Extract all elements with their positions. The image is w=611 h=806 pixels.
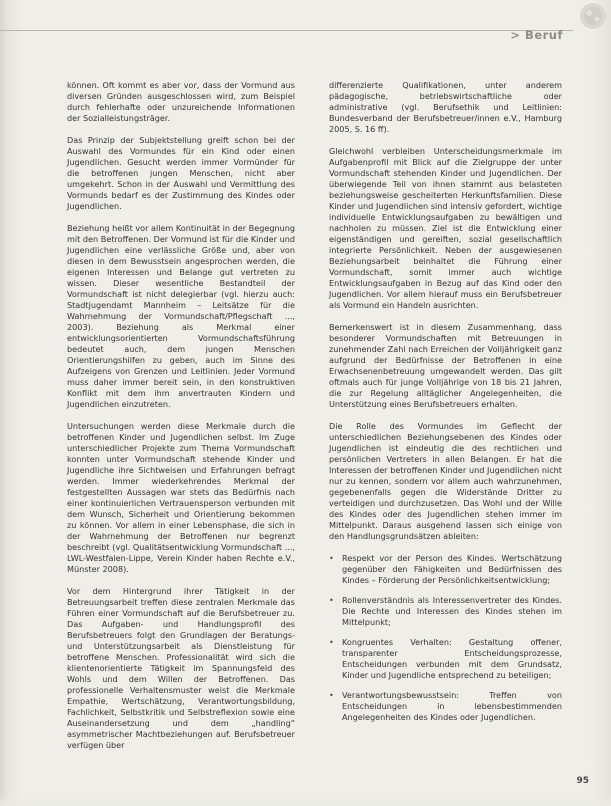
right-column [329,80,562,732]
section-label: > Beruf [510,28,563,42]
paragraph: Die Rolle des Vormundes im Geflecht der unterschiedlichen Beziehungsebenen des Kindes oder Jugendlichen ist eindeutig die des rechtlichen und persönlichen Vertreters in allen Belangen. Er hat die Interessen der betroffenen Kinder und Jugendlichen nicht nur zu kennen, sondern vor allem auch wahrzunehmen, gegebenenfalls gegen die Widerstände Dritter zu verteidigen und durchzusetzen. Das Wohl und der Wille des Kindes oder des Jugendlichen stehen immer im Mittelpunkt. Daraus ausgehend lassen sich einige von den Handlungsgrundsätzen ableiten: [329,421,562,541]
list-item-text: Verantwortungsbewusstsein: Treffen von Entscheidungen in lebensbestimmenden Angelegenheiten des Kindes oder Jugendlichen. [342,690,562,722]
bullet-icon: • [329,595,334,605]
paragraph: Bemerkenswert ist in diesem Zusammenhang, dass besonderer Vormundschaften mit Betreuungen in zunehmender Zahl nach Erreichen der Volljährigkeit ganz aufgrund der Bedürfnisse der Betroffenen in eine Erwachsenenbetreuung umgewandelt werden. Das gilt oftmals auch für junge Volljährige von 18 bis 21 Jahren, die zur Regelung alltäglicher Angelegenheiten, die Unterstützung eines Berufsbetreuers erhalten. [329,322,562,409]
paragraph: Gleichwohl verbleiben Unterscheidungsmerkmale im Aufgabenprofil mit Blick auf die Zielgruppe der unter Vormundschaft stehenden Kinder und Jugendlichen. Der überwiegende Teil von ihnen stammt aus belasteten beziehungsweise gescheiterten Herkunftsfamilien. Diese Kinder und Jugendlichen sind intensiv gefordert, wichtige individuelle Entwicklungsaufgaben zu bewältigen und nachholen zu müssen. Ziel ist die Entwicklung einer eigenständigen und gereiften, sozial gesellschaftlich integrierte Persönlichkeit. Neben der ausgewiesenen Beziehungsarbeit beinhaltet die Führung einer Vormundschaft, somit immer auch wichtige Entwicklungsaufgaben in Bezug auf das Kind oder den Jugendlichen. Vor allem hierauf muss ein Berufsbetreuer als Vormund ein Handeln ausrichten. [329,146,562,310]
list-item-text: Kongruentes Verhalten: Gestaltung offener, transparenter Entscheidungsprozesse, Entscheidungen verbunden mit dem Grundsatz, Kinder und Jugendliche entsprechend zu beteiligen; [342,637,562,680]
bottom-edge-shade [0,792,611,806]
bullet-icon: • [329,553,334,563]
list-item [329,690,562,723]
bullet-icon: • [329,637,334,647]
list-item-text: Respekt vor der Person des Kindes. Wertschätzung gegenüber den Fähigkeiten und Bedürfnissen des Kindes – Förderung der Persönlichkeitsentwicklung; [342,553,562,585]
left-column [67,80,295,762]
list-item-text: Rollenverständnis als Interessenvertreter des Kindes. Die Rechte und Interessen des Kindes stehen im Mittelpunkt; [342,595,562,627]
decorative-ornament-icon [567,2,607,42]
principles-list [329,553,562,723]
list-item [329,553,562,586]
paragraph: können. Oft kommt es aber vor, dass der Vormund aus diversen Gründen ausgeschlossen wird, zum Beispiel durch fehlerhafte oder unzureichende Informationen der Sozialleistungsträger. [67,80,295,123]
paragraph: Das Prinzip der Subjektstellung greift schon bei der Auswahl des Vormundes für ein Kind oder einen Jugendlichen. Gesucht werden immer Vormünder für die betroffenen jungen Menschen, nicht aber umgekehrt. Schon in der Auswahl und Vermittlung des Vormunds bedarf es der Zustimmung des Kindes oder Jugendlichen. [67,135,295,211]
header-rule [0,30,573,41]
paragraph: differenzierte Qualifikationen, unter anderem pädagogische, betriebswirtschaftliche oder administrative (vgl. Berufsethik und Leitlinien: Bundesverband der Berufsbetreuer/innen e.V., Hamburg 2005, S. 16 ff). [329,80,562,134]
paragraph: Untersuchungen werden diese Merkmale durch die betroffenen Kinder und Jugendlichen selbst. Im Zuge unterschiedlicher Projekte zum Thema Vormundschaft konnten unter Vormundschaft stehende Kinder und Jugendliche ihre Sichtweisen und Erfahrungen befragt werden. Immer wiederkehrendes Merkmal der festgestellten Aussagen war stets das Bedürfnis nach einer kontinuierlichen Vertrauensperson verbunden mit dem Wunsch, Sicherheit und Orientierung bekommen zu können. Vor allem in einer Lebensphase, die sich in der Wahrnehmung der Betroffenen nur begrenzt beschreibt (vgl. Qualitätsentwicklung Vormundschaft ..., LWL-Westfalen-Lippe, Verein Kinder haben Rechte e.V., Münster 2008). [67,421,295,574]
bullet-icon: • [329,690,334,700]
paragraph: Vor dem Hintergrund ihrer Tätigkeit in der Betreuungsarbeit treffen diese zentralen Merkmale das Führen einer Vormundschaft auf die Berufsbetreuer zu. Das Aufgaben- und Handlungsprofil des Berufsbetreuers folgt den Grundlagen der Beratungs- und Unterstützungsarbeit als Dienstleistung für betroffene Menschen. Professionalität wird sich die klientenorientierte Tätigkeit im Spannungsfeld des Wohls und dem Willen der Betroffenen. Das professionelle Verhaltensmuster weist die Merkmale Empathie, Wertschätzung, Verantwortungsbildung, Fachlichkeit, Selbstkritik und Selbstreflexion sowie eine Auseinandersetzung und dem „handling“ asymmetrischer Machtbeziehungen auf. Berufsbetreuer verfügen über [67,586,295,750]
list-item [329,595,562,628]
paragraph: Beziehung heißt vor allem Kontinuität in der Begegnung mit den Betroffenen. Der Vormund ist für die Kinder und Jugendlichen eine verlässliche Größe und, aber von diesen in dem Bewusstsein angesprochen werden, die eigenen Interessen und Belange gut vertreten zu wissen. Dieser wesentliche Bestandteil der Vormundschaft ist nicht delegierbar (vgl. hierzu auch: Stadtjugendamt Mannheim – Leitsätze für die Wahrnehmung der Vormundschaft/Pflegschaft ..., 2003). Beziehung als Merkmal einer entwicklungsorientierten Vormundschaftsführung bedeutet auch, dem jungen Menschen Orientierungshilfen zu geben, auch im Sinne des Aufzeigens von Grenzen und Leitlinien. Jeder Vormund muss daher immer bereit sein, in den konstruktiven Konflikt mit dem ihm anvertrauten Kindern und Jugendlichen einzutreten. [67,223,295,409]
list-item [329,637,562,681]
page-number: 95 [576,776,589,786]
